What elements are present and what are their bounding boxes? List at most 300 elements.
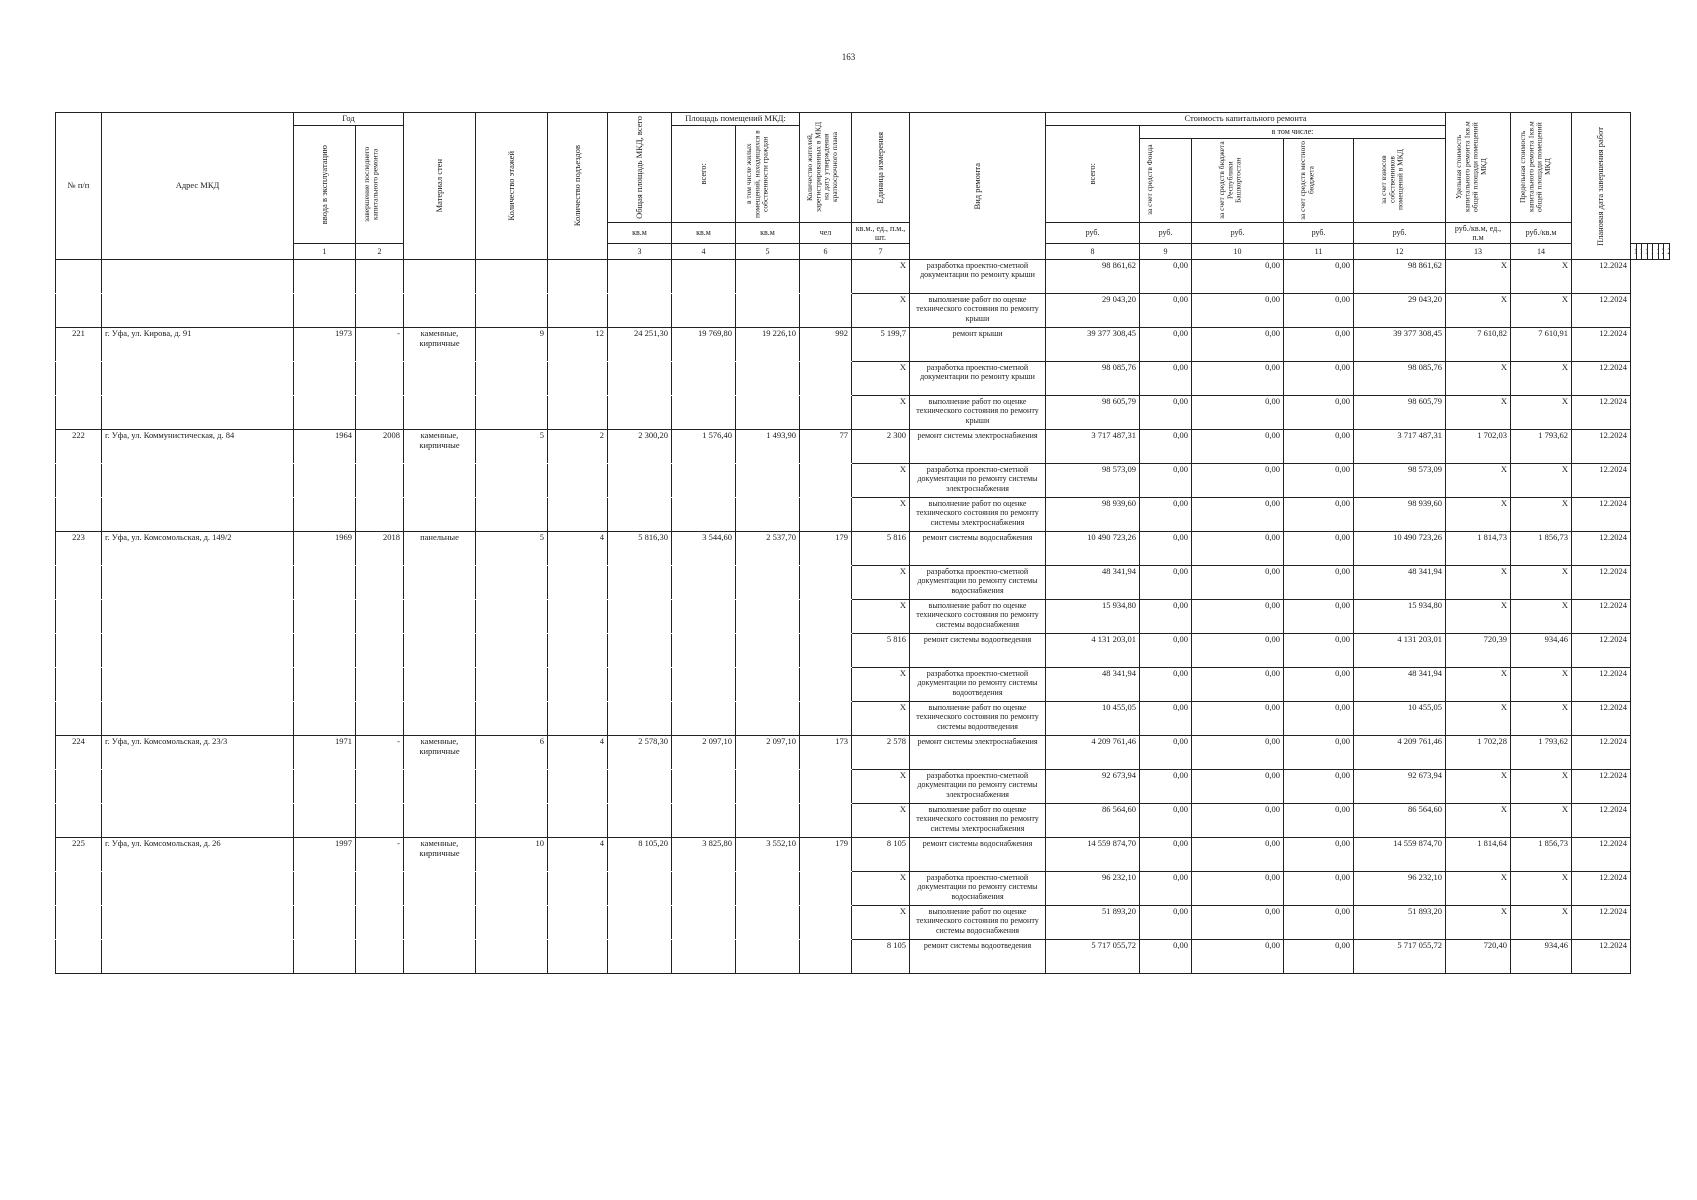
- row-repair-type: выполнение работ по оценке технического состояния по ремонту крыши: [910, 396, 1046, 430]
- row-premises-fund: [736, 770, 800, 804]
- row-cost-republic: 0,00: [1192, 668, 1284, 702]
- row-cost-fund: 0,00: [1140, 396, 1192, 430]
- row-year-commission: 1997: [294, 838, 356, 872]
- row-cost-fund: 0,00: [1140, 804, 1192, 838]
- row-unit: X: [852, 804, 910, 838]
- row-number: 225: [56, 838, 102, 872]
- row-cost-total: 86 564,60: [1046, 804, 1140, 838]
- row-premises-fund: [736, 906, 800, 940]
- row-address: [102, 498, 294, 532]
- header-unit: Единица измерения: [852, 113, 910, 223]
- row-year-commission: [294, 294, 356, 328]
- row-residents: 179: [800, 838, 852, 872]
- row-floors: [476, 940, 548, 974]
- row-limit-cost: X: [1511, 464, 1572, 498]
- row-cost-local: 0,00: [1284, 702, 1354, 736]
- row-unit: X: [852, 294, 910, 328]
- row-residents: [800, 872, 852, 906]
- row-cost-total: 29 043,20: [1046, 294, 1140, 328]
- row-entrances: [548, 804, 608, 838]
- row-cost-owners: 51 893,20: [1354, 906, 1446, 940]
- unit-cost-owners: руб.: [1354, 222, 1446, 243]
- header-total-area: Общая площадь МКД, всего: [608, 113, 672, 223]
- row-cost-fund: 0,00: [1140, 430, 1192, 464]
- row-cost-total: 3 717 487,31: [1046, 430, 1140, 464]
- row-entrances: [548, 498, 608, 532]
- row-wall-material: каменные, кирпичные: [404, 736, 476, 770]
- row-premises-total: [672, 804, 736, 838]
- column-number: 3: [608, 244, 672, 260]
- row-address: [102, 770, 294, 804]
- row-cost-owners: 98 573,09: [1354, 464, 1446, 498]
- row-unit-cost: 720,40: [1446, 940, 1511, 974]
- row-floors: [476, 634, 548, 668]
- row-address: [102, 362, 294, 396]
- row-limit-cost: 1 793,62: [1511, 430, 1572, 464]
- row-year-last-repair: [356, 906, 404, 940]
- column-number: 6: [800, 244, 852, 260]
- row-year-last-repair: 2008: [356, 430, 404, 464]
- row-unit-cost: X: [1446, 566, 1511, 600]
- table-row: [56, 906, 1670, 940]
- row-cost-republic: 0,00: [1192, 940, 1284, 974]
- row-floors: 5: [476, 532, 548, 566]
- row-year-commission: 1973: [294, 328, 356, 362]
- row-unit-cost: 1 814,73: [1446, 532, 1511, 566]
- row-entrances: [548, 294, 608, 328]
- row-planned-date: 12.2024: [1572, 396, 1631, 430]
- table-row: [56, 464, 1670, 498]
- row-number: [56, 464, 102, 498]
- row-repair-type: разработка проектно-сметной документации по ремонту системы электроснабжения: [910, 464, 1046, 498]
- row-residents: [800, 804, 852, 838]
- column-number: 9: [1140, 244, 1192, 260]
- row-cost-fund: 0,00: [1140, 566, 1192, 600]
- row-cost-owners: 98 605,79: [1354, 396, 1446, 430]
- row-total-area: [608, 634, 672, 668]
- row-limit-cost: X: [1511, 498, 1572, 532]
- row-cost-republic: 0,00: [1192, 906, 1284, 940]
- row-premises-total: [672, 906, 736, 940]
- row-entrances: [548, 260, 608, 294]
- row-planned-date: 12.2024: [1572, 260, 1631, 294]
- row-premises-total: [672, 260, 736, 294]
- row-unit-cost: X: [1446, 872, 1511, 906]
- unit-cost-fund: руб.: [1140, 222, 1192, 243]
- unit-cost-local: руб.: [1284, 222, 1354, 243]
- row-year-last-repair: -: [356, 838, 404, 872]
- row-floors: [476, 294, 548, 328]
- row-cost-republic: 0,00: [1192, 872, 1284, 906]
- row-premises-fund: [736, 294, 800, 328]
- row-address: [102, 294, 294, 328]
- row-total-area: [608, 396, 672, 430]
- row-address: г. Уфа, ул. Коммунистическая, д. 84: [102, 430, 294, 464]
- header-cost-group: Стоимость капитального ремонта: [1046, 113, 1446, 126]
- repair-plan-table: [55, 112, 1670, 974]
- row-unit-cost: X: [1446, 668, 1511, 702]
- row-address: г. Уфа, ул. Комсомольская, д. 26: [102, 838, 294, 872]
- row-number: [56, 804, 102, 838]
- row-wall-material: [404, 566, 476, 600]
- row-unit-cost: X: [1446, 770, 1511, 804]
- row-floors: [476, 566, 548, 600]
- row-cost-owners: 48 341,94: [1354, 668, 1446, 702]
- row-year-last-repair: 2018: [356, 532, 404, 566]
- row-cost-owners: 86 564,60: [1354, 804, 1446, 838]
- row-cost-total: 98 939,60: [1046, 498, 1140, 532]
- row-planned-date: 12.2024: [1572, 294, 1631, 328]
- row-limit-cost: X: [1511, 600, 1572, 634]
- row-limit-cost: X: [1511, 362, 1572, 396]
- row-cost-owners: 4 131 203,01: [1354, 634, 1446, 668]
- row-floors: 6: [476, 736, 548, 770]
- row-entrances: [548, 702, 608, 736]
- row-unit-cost: 1 814,64: [1446, 838, 1511, 872]
- row-planned-date: 12.2024: [1572, 498, 1631, 532]
- row-premises-fund: [736, 702, 800, 736]
- header-limit-cost: Предельная стоимость капитального ремонта 1кв.м общей площади помещений МКД: [1511, 113, 1572, 223]
- header-premises-fund: в том числе жилых помещений, находящихся в собственности граждан: [736, 125, 800, 222]
- row-number: 221: [56, 328, 102, 362]
- row-unit-cost: X: [1446, 260, 1511, 294]
- row-wall-material: каменные, кирпичные: [404, 430, 476, 464]
- row-wall-material: [404, 770, 476, 804]
- row-cost-owners: 98 861,62: [1354, 260, 1446, 294]
- row-residents: 992: [800, 328, 852, 362]
- row-cost-republic: 0,00: [1192, 430, 1284, 464]
- row-cost-owners: 10 455,05: [1354, 702, 1446, 736]
- row-cost-fund: 0,00: [1140, 294, 1192, 328]
- row-planned-date: 12.2024: [1572, 838, 1631, 872]
- row-repair-type: разработка проектно-сметной документации по ремонту крыши: [910, 260, 1046, 294]
- row-unit: X: [852, 668, 910, 702]
- row-entrances: [548, 668, 608, 702]
- row-cost-owners: 5 717 055,72: [1354, 940, 1446, 974]
- row-floors: [476, 702, 548, 736]
- row-unit: X: [852, 702, 910, 736]
- row-total-area: [608, 498, 672, 532]
- row-address: г. Уфа, ул. Комсомольская, д. 23/3: [102, 736, 294, 770]
- row-cost-local: 0,00: [1284, 668, 1354, 702]
- row-number: [56, 668, 102, 702]
- row-unit-cost: X: [1446, 396, 1511, 430]
- row-year-commission: [294, 498, 356, 532]
- row-unit-cost: X: [1446, 498, 1511, 532]
- row-cost-republic: 0,00: [1192, 736, 1284, 770]
- row-cost-republic: 0,00: [1192, 838, 1284, 872]
- row-premises-fund: [736, 498, 800, 532]
- row-number: [56, 770, 102, 804]
- row-premises-total: [672, 668, 736, 702]
- column-number: 8: [1046, 244, 1140, 260]
- row-entrances: [548, 940, 608, 974]
- row-year-commission: [294, 566, 356, 600]
- row-floors: [476, 770, 548, 804]
- row-cost-republic: 0,00: [1192, 328, 1284, 362]
- row-address: [102, 464, 294, 498]
- row-year-commission: [294, 396, 356, 430]
- row-total-area: [608, 940, 672, 974]
- header-num: № п/п: [56, 113, 102, 260]
- row-cost-republic: 0,00: [1192, 532, 1284, 566]
- row-residents: [800, 668, 852, 702]
- row-number: [56, 906, 102, 940]
- row-residents: [800, 940, 852, 974]
- row-cost-total: 96 232,10: [1046, 872, 1140, 906]
- column-number: 4: [672, 244, 736, 260]
- row-premises-fund: [736, 804, 800, 838]
- unit-unit-cost: руб./кв.м, ед., п.м: [1446, 222, 1511, 243]
- row-address: [102, 804, 294, 838]
- row-number: [56, 634, 102, 668]
- row-unit: X: [852, 362, 910, 396]
- row-number: [56, 940, 102, 974]
- column-numbers-row: [56, 244, 1670, 260]
- row-repair-type: выполнение работ по оценке технического состояния по ремонту системы водоснабжения: [910, 906, 1046, 940]
- row-cost-local: 0,00: [1284, 600, 1354, 634]
- column-number: 1: [294, 244, 356, 260]
- row-year-commission: [294, 668, 356, 702]
- header-year-commission: ввода в эксплуатацию: [294, 125, 356, 243]
- row-entrances: [548, 566, 608, 600]
- row-year-commission: [294, 872, 356, 906]
- row-unit: 2 578: [852, 736, 910, 770]
- table-body: [56, 260, 1670, 974]
- row-cost-local: 0,00: [1284, 328, 1354, 362]
- row-total-area: [608, 770, 672, 804]
- row-total-area: [608, 600, 672, 634]
- unit-limit-cost: руб./кв.м: [1511, 222, 1572, 243]
- table-row: [56, 600, 1670, 634]
- column-number: 10: [1192, 244, 1284, 260]
- row-premises-fund: 19 226,10: [736, 328, 800, 362]
- row-cost-local: 0,00: [1284, 464, 1354, 498]
- row-premises-fund: 1 493,90: [736, 430, 800, 464]
- row-entrances: [548, 396, 608, 430]
- row-cost-owners: 98 085,76: [1354, 362, 1446, 396]
- row-limit-cost: 1 856,73: [1511, 532, 1572, 566]
- row-residents: [800, 362, 852, 396]
- row-entrances: [548, 464, 608, 498]
- row-wall-material: [404, 464, 476, 498]
- row-number: [56, 566, 102, 600]
- row-repair-type: выполнение работ по оценке технического состояния по ремонту системы водоотведения: [910, 702, 1046, 736]
- row-year-commission: [294, 260, 356, 294]
- row-residents: [800, 464, 852, 498]
- row-wall-material: [404, 940, 476, 974]
- row-entrances: 4: [548, 838, 608, 872]
- row-unit: X: [852, 600, 910, 634]
- row-cost-owners: 48 341,94: [1354, 566, 1446, 600]
- row-year-commission: [294, 770, 356, 804]
- row-floors: [476, 362, 548, 396]
- row-address: [102, 872, 294, 906]
- row-cost-owners: 15 934,80: [1354, 600, 1446, 634]
- row-limit-cost: X: [1511, 668, 1572, 702]
- row-planned-date: 12.2024: [1572, 872, 1631, 906]
- row-planned-date: 12.2024: [1572, 668, 1631, 702]
- table-row: [56, 804, 1670, 838]
- row-cost-republic: 0,00: [1192, 396, 1284, 430]
- row-premises-total: [672, 702, 736, 736]
- row-cost-fund: 0,00: [1140, 940, 1192, 974]
- table-row: [56, 770, 1670, 804]
- row-cost-local: 0,00: [1284, 260, 1354, 294]
- row-wall-material: [404, 634, 476, 668]
- row-premises-fund: [736, 634, 800, 668]
- row-cost-local: 0,00: [1284, 804, 1354, 838]
- row-cost-republic: 0,00: [1192, 600, 1284, 634]
- row-year-last-repair: [356, 260, 404, 294]
- row-floors: 10: [476, 838, 548, 872]
- table-row: [56, 328, 1670, 362]
- row-premises-fund: 2 097,10: [736, 736, 800, 770]
- row-cost-owners: 29 043,20: [1354, 294, 1446, 328]
- row-address: [102, 566, 294, 600]
- row-repair-type: ремонт системы водоснабжения: [910, 838, 1046, 872]
- row-unit: X: [852, 566, 910, 600]
- row-cost-republic: 0,00: [1192, 804, 1284, 838]
- row-premises-fund: [736, 396, 800, 430]
- row-unit-cost: 720,39: [1446, 634, 1511, 668]
- row-residents: 173: [800, 736, 852, 770]
- row-cost-total: 10 490 723,26: [1046, 532, 1140, 566]
- row-planned-date: 12.2024: [1572, 430, 1631, 464]
- row-cost-republic: 0,00: [1192, 770, 1284, 804]
- row-cost-local: 0,00: [1284, 498, 1354, 532]
- row-cost-fund: 0,00: [1140, 906, 1192, 940]
- row-planned-date: 12.2024: [1572, 940, 1631, 974]
- row-wall-material: каменные, кирпичные: [404, 838, 476, 872]
- row-year-commission: 1969: [294, 532, 356, 566]
- row-premises-total: [672, 362, 736, 396]
- table-row: [56, 940, 1670, 974]
- row-cost-republic: 0,00: [1192, 634, 1284, 668]
- row-wall-material: [404, 668, 476, 702]
- row-residents: 77: [800, 430, 852, 464]
- row-year-last-repair: [356, 294, 404, 328]
- row-total-area: [608, 566, 672, 600]
- header-cost-total: всего:: [1046, 125, 1140, 222]
- row-repair-type: разработка проектно-сметной документации по ремонту системы электроснабжения: [910, 770, 1046, 804]
- row-cost-fund: 0,00: [1140, 872, 1192, 906]
- table-row: [56, 668, 1670, 702]
- row-cost-total: 10 455,05: [1046, 702, 1140, 736]
- row-planned-date: 12.2024: [1572, 328, 1631, 362]
- row-unit: 8 105: [852, 940, 910, 974]
- row-entrances: [548, 600, 608, 634]
- row-premises-total: 2 097,10: [672, 736, 736, 770]
- row-planned-date: 12.2024: [1572, 634, 1631, 668]
- row-repair-type: ремонт системы электроснабжения: [910, 736, 1046, 770]
- header-including: в том числе:: [1140, 125, 1446, 138]
- row-entrances: 4: [548, 532, 608, 566]
- row-year-commission: [294, 600, 356, 634]
- header-cost-owners: за счет взносов собственников помещений в МКД: [1354, 138, 1446, 222]
- row-entrances: [548, 362, 608, 396]
- row-repair-type: ремонт крыши: [910, 328, 1046, 362]
- table-row: [56, 702, 1670, 736]
- row-cost-local: 0,00: [1284, 634, 1354, 668]
- row-floors: [476, 600, 548, 634]
- row-unit-cost: X: [1446, 906, 1511, 940]
- row-cost-republic: 0,00: [1192, 566, 1284, 600]
- row-cost-local: 0,00: [1284, 906, 1354, 940]
- row-planned-date: 12.2024: [1572, 532, 1631, 566]
- row-cost-local: 0,00: [1284, 770, 1354, 804]
- row-total-area: [608, 804, 672, 838]
- row-limit-cost: 934,46: [1511, 634, 1572, 668]
- row-cost-owners: 92 673,94: [1354, 770, 1446, 804]
- row-premises-fund: [736, 566, 800, 600]
- row-total-area: [608, 260, 672, 294]
- row-limit-cost: X: [1511, 396, 1572, 430]
- row-residents: [800, 498, 852, 532]
- row-premises-total: [672, 770, 736, 804]
- row-unit: 5 816: [852, 634, 910, 668]
- row-entrances: [548, 770, 608, 804]
- row-number: 224: [56, 736, 102, 770]
- row-total-area: [608, 362, 672, 396]
- row-unit-cost: 1 702,28: [1446, 736, 1511, 770]
- table-row: [56, 430, 1670, 464]
- row-planned-date: 12.2024: [1572, 804, 1631, 838]
- row-cost-total: 98 573,09: [1046, 464, 1140, 498]
- row-cost-fund: 0,00: [1140, 668, 1192, 702]
- row-unit-cost: X: [1446, 464, 1511, 498]
- row-number: [56, 362, 102, 396]
- row-total-area: [608, 464, 672, 498]
- row-residents: [800, 770, 852, 804]
- row-unit: 5 199,7: [852, 328, 910, 362]
- row-cost-fund: 0,00: [1140, 464, 1192, 498]
- row-premises-fund: [736, 872, 800, 906]
- row-wall-material: [404, 260, 476, 294]
- row-unit: 5 816: [852, 532, 910, 566]
- row-cost-fund: 0,00: [1140, 260, 1192, 294]
- row-cost-local: 0,00: [1284, 736, 1354, 770]
- column-number: 5: [736, 244, 800, 260]
- column-number: 11: [1284, 244, 1354, 260]
- row-premises-total: [672, 872, 736, 906]
- row-wall-material: [404, 702, 476, 736]
- row-entrances: 4: [548, 736, 608, 770]
- row-limit-cost: X: [1511, 260, 1572, 294]
- row-repair-type: выполнение работ по оценке технического состояния по ремонту системы электроснабжения: [910, 804, 1046, 838]
- row-total-area: [608, 906, 672, 940]
- row-residents: [800, 396, 852, 430]
- row-repair-type: разработка проектно-сметной документации по ремонту крыши: [910, 362, 1046, 396]
- row-limit-cost: 1 856,73: [1511, 838, 1572, 872]
- row-year-last-repair: [356, 770, 404, 804]
- row-total-area: [608, 294, 672, 328]
- row-residents: [800, 260, 852, 294]
- row-unit-cost: X: [1446, 294, 1511, 328]
- header-cost-local: за счет средств местного бюджета: [1284, 138, 1354, 222]
- row-cost-fund: 0,00: [1140, 736, 1192, 770]
- row-residents: [800, 634, 852, 668]
- row-wall-material: каменные, кирпичные: [404, 328, 476, 362]
- table-row: [56, 362, 1670, 396]
- row-year-last-repair: [356, 940, 404, 974]
- row-unit-cost: 7 610,82: [1446, 328, 1511, 362]
- column-number: [1664, 244, 1670, 260]
- row-limit-cost: 1 793,62: [1511, 736, 1572, 770]
- row-cost-fund: 0,00: [1140, 498, 1192, 532]
- row-total-area: 24 251,30: [608, 328, 672, 362]
- row-year-commission: [294, 634, 356, 668]
